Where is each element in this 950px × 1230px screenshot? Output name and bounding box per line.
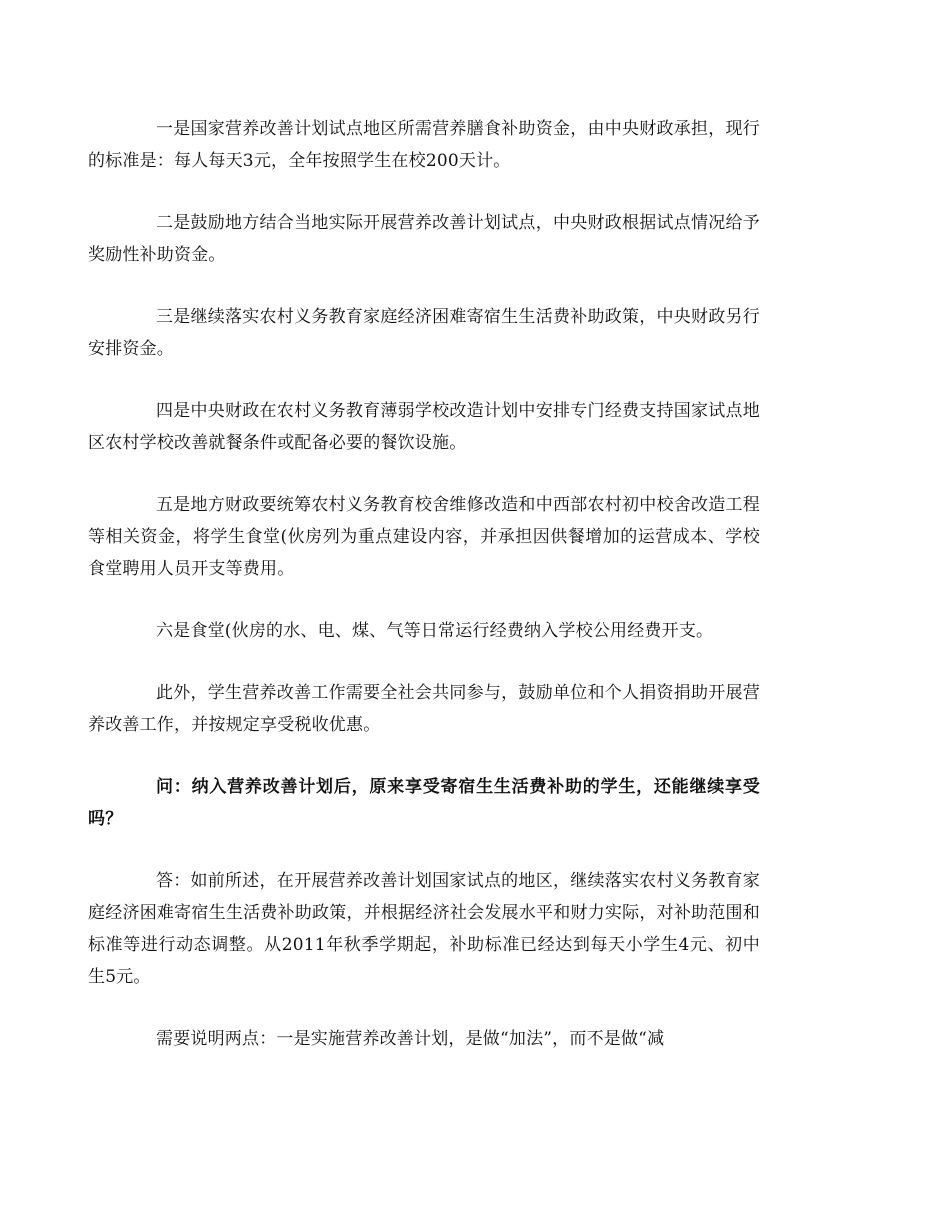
paragraph-3: 三是继续落实农村义务教育家庭经济困难寄宿生生活费补助政策，中央财政另行安排资金。 bbox=[88, 307, 760, 359]
paragraph-5: 五是地方财政要统筹农村义务教育校舍维修改造和中西部农村初中校舍改造工程等相关资金，将学生食堂(伙房列为重点建设内容，并承担因供餐增加的运营成本、学校食堂聘用人员开支等费用。 bbox=[88, 495, 760, 579]
paragraph-4: 四是中央财政在农村义务教育薄弱学校改造计划中安排专门经费支持国家试点地区农村学校改善就餐条件或配备必要的餐饮设施。 bbox=[88, 401, 760, 453]
paragraph-6: 六是食堂(伙房的水、电、煤、气等日常运行经费纳入学校公用经费开支。 bbox=[156, 621, 714, 641]
paragraph-7: 此外，学生营养改善工作需要全社会共同参与，鼓励单位和个人捐资捐助开展营养改善工作，并按规定享受税收优惠。 bbox=[88, 683, 760, 735]
paragraph-10: 需要说明两点：一是实施营养改善计划，是做“加法”，而不是做“减 bbox=[156, 1029, 665, 1049]
question-heading: 问：纳入营养改善计划后，原来享受寄宿生生活费补助的学生，还能继续享受吗？ bbox=[88, 777, 760, 829]
paragraph-2: 二是鼓励地方结合当地实际开展营养改善计划试点，中央财政根据试点情况给予奖励性补助资金。 bbox=[88, 213, 760, 265]
paragraph-1: 一是国家营养改善计划试点地区所需营养膳食补助资金，由中央财政承担，现行的标准是：每人每天3元，全年按照学生在校200天计。 bbox=[88, 119, 760, 171]
document-body bbox=[88, 113, 760, 1085]
answer-paragraph: 答：如前所述，在开展营养改善计划国家试点的地区，继续落实农村义务教育家庭经济困难寄宿生生活费补助政策，并根据经济社会发展水平和财力实际，对补助范围和标准等进行动态调整。从2011年秋季学期起，补助标准已经达到每天小学生4元、初中生5元。 bbox=[88, 871, 760, 987]
